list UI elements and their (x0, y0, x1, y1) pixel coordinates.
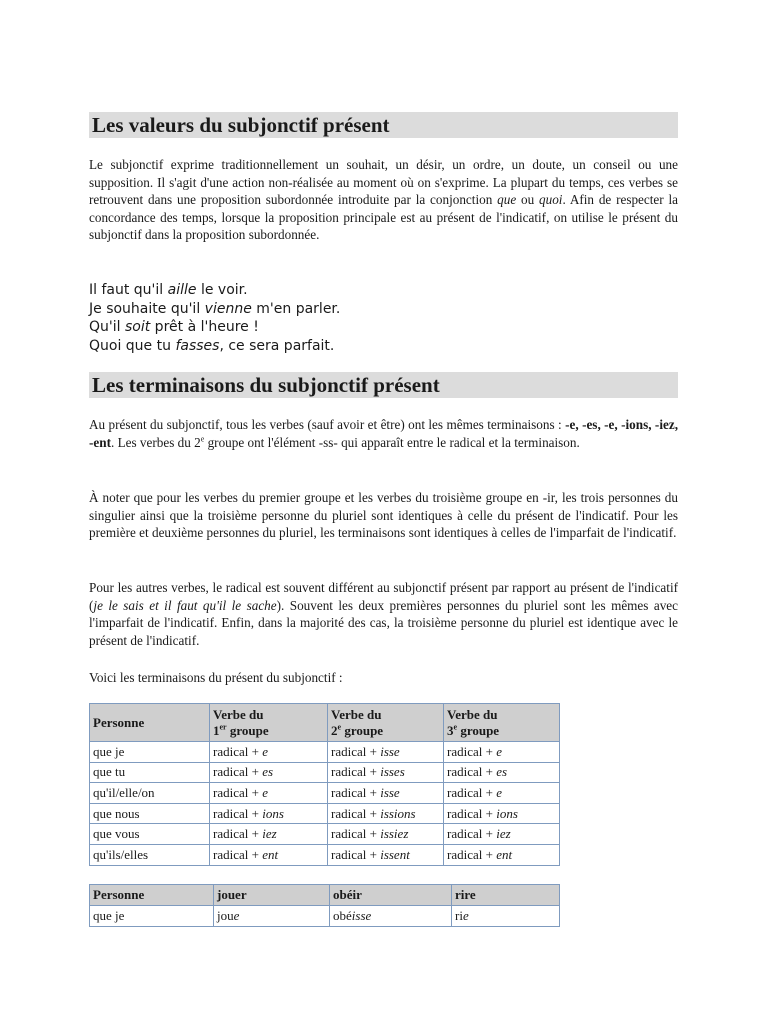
table-row (90, 742, 560, 763)
table-row (90, 906, 560, 927)
table-row (90, 844, 560, 865)
table-row (90, 783, 560, 804)
cell-verbe: joue (214, 906, 330, 927)
header-groupe-1: Verbe du 1er groupe (210, 704, 328, 742)
header-groupe-2: Verbe du 2e groupe (328, 704, 444, 742)
cell-terminaison: radical + e (444, 783, 560, 804)
header-rire: rire (452, 885, 560, 906)
cell-verbe: rie (452, 906, 560, 927)
table-row (90, 803, 560, 824)
table-row (90, 824, 560, 845)
cell-terminaison: radical + isse (328, 742, 444, 763)
cell-terminaison: radical + iez (444, 824, 560, 845)
cell-terminaison: radical + e (444, 742, 560, 763)
table-exemples-verbes (89, 884, 560, 927)
cell-terminaison: radical + issent (328, 844, 444, 865)
header-personne: Personne (90, 704, 210, 742)
cell-terminaison: radical + ions (210, 803, 328, 824)
example-sentence-3: Qu'il soit prêt à l'heure ! (89, 319, 259, 335)
cell-personne: qu'il/elle/on (90, 783, 210, 804)
cell-terminaison: radical + iez (210, 824, 328, 845)
cell-terminaison: radical + e (210, 742, 328, 763)
paragraph-a-noter: À noter que pour les verbes du premier groupe et les verbes du troisième groupe en -ir, les trois personnes du singulier ainsi que la troisième personne du pluriel sont identiques à celle du présent de l'indicatif. Pour les première et deuxième personnes du pluriel, les terminaisons sont identiques à celles de l'imparfait de l'indicatif. (89, 490, 678, 541)
header-groupe-3: Verbe du 3e groupe (444, 704, 560, 742)
cell-terminaison: radical + ions (444, 803, 560, 824)
paragraph-terminaisons-intro: Au présent du subjonctif, tous les verbes (sauf avoir et être) ont les mêmes terminaisons : -e, -es, -e, -ions, -iez, -ent. Les verbes du 2e groupe ont l'élément -ss- qui apparaît entre le radical et la terminaison. (89, 417, 678, 450)
section-heading-valeurs: Les valeurs du subjonctif présent (89, 112, 678, 138)
table-exemples-header-row (90, 885, 560, 906)
example-sentence-1: Il faut qu'il aille le voir. (89, 282, 248, 298)
cell-terminaison: radical + issions (328, 803, 444, 824)
example-sentence-2: Je souhaite qu'il vienne m'en parler. (89, 300, 341, 317)
paragraph-voici: Voici les terminaisons du présent du subjonctif : (89, 670, 343, 685)
cell-personne: que tu (90, 762, 210, 783)
header-personne-2: Personne (90, 885, 214, 906)
cell-personne: que je (90, 742, 210, 763)
table-terminaisons-header-row (90, 704, 560, 742)
cell-terminaison: radical + isse (328, 783, 444, 804)
table-row (90, 762, 560, 783)
cell-terminaison: radical + isses (328, 762, 444, 783)
example-sentences (89, 281, 678, 355)
cell-verbe: obéisse (330, 906, 452, 927)
cell-personne: que vous (90, 824, 210, 845)
section-heading-terminaisons: Les terminaisons du subjonctif présent (89, 372, 678, 398)
cell-verbe: que je (90, 906, 214, 927)
example-sentence-4: Quoi que tu fasses, ce sera parfait. (89, 337, 335, 354)
cell-personne: que nous (90, 803, 210, 824)
cell-personne: qu'ils/elles (90, 844, 210, 865)
cell-terminaison: radical + e (210, 783, 328, 804)
header-jouer: jouer (214, 885, 330, 906)
cell-terminaison: radical + es (444, 762, 560, 783)
cell-terminaison: radical + es (210, 762, 328, 783)
cell-terminaison: radical + ent (444, 844, 560, 865)
table-terminaisons (89, 703, 560, 866)
cell-terminaison: radical + issiez (328, 824, 444, 845)
cell-terminaison: radical + ent (210, 844, 328, 865)
header-obeir: obéir (330, 885, 452, 906)
paragraph-autres-verbes: Pour les autres verbes, le radical est souvent différent au subjonctif présent par rapport au présent de l'indicatif (je le sais et il faut qu'il le sache). Souvent les deux premières personnes du pluriel sont les mêmes avec l'imparfait de l'indicatif. Enfin, dans la majorité des cas, la troisième personne du pluriel est identique avec le présent de l'indicatif. (89, 580, 678, 648)
paragraph-valeurs: Le subjonctif exprime traditionnellement un souhait, un désir, un ordre, un doute, un conseil ou une supposition. Il s'agit d'une action non-réalisée au moment où on s'exprime. La plupart du temps, ces verbes se retrouvent dans une proposition subordonnée introduite par la conjonction que ou quoi. Afin de respecter la concordance des temps, lorsque la proposition principale est au présent de l'indicatif, on utilise le présent du subjonctif dans la proposition subordonnée. (89, 157, 679, 243)
